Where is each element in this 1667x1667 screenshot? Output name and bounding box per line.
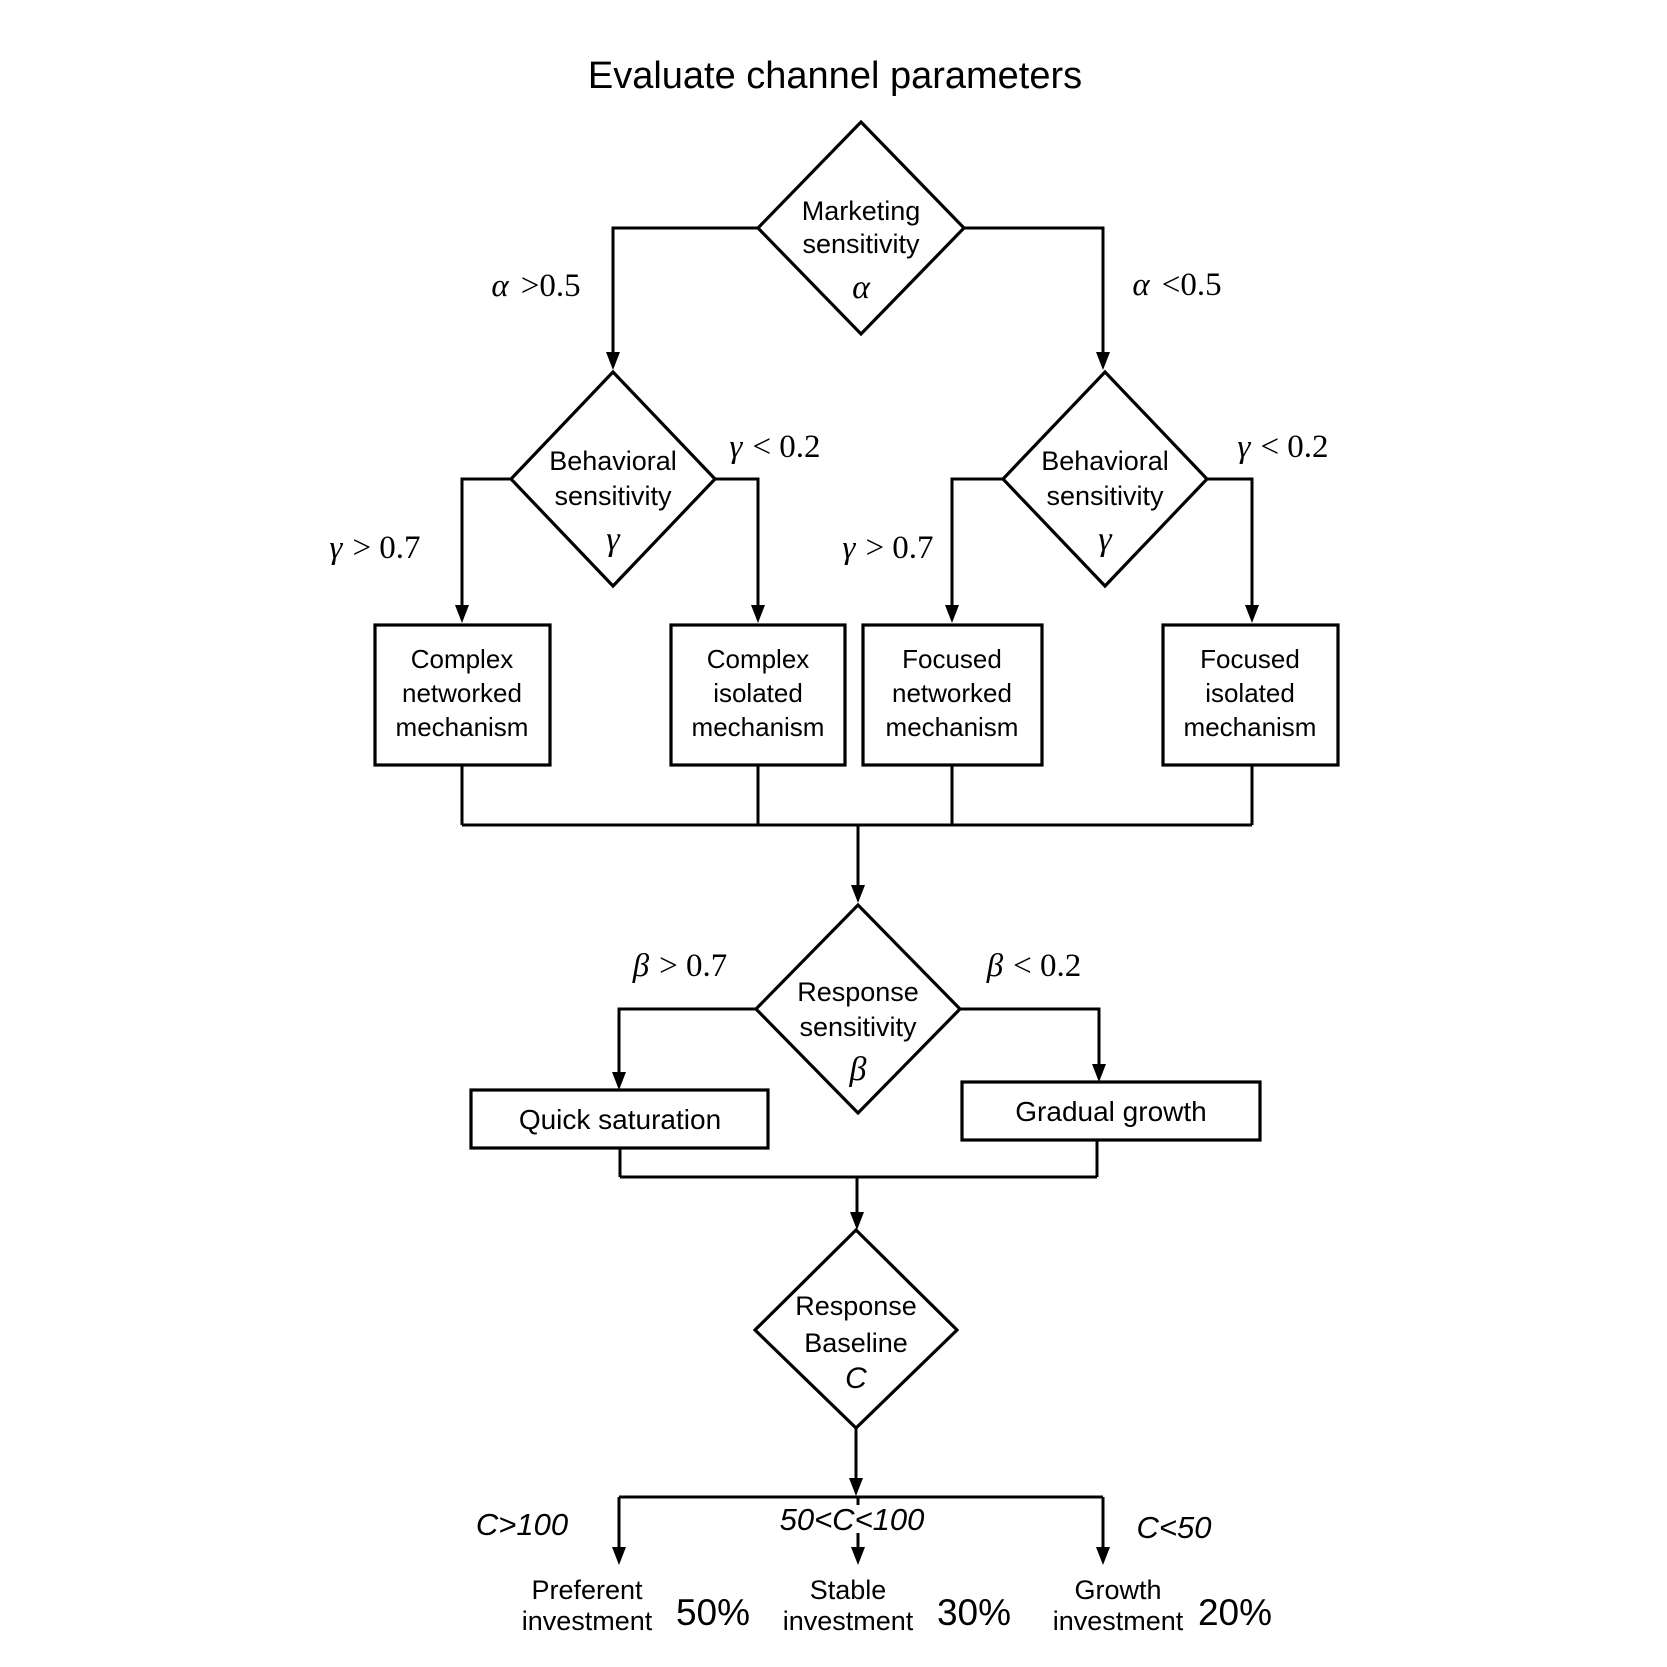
arrowhead-to-behavioral-left bbox=[606, 352, 620, 370]
connector-beta-low bbox=[960, 1009, 1099, 1066]
behavioral-right-line1: Behavioral bbox=[1041, 446, 1169, 476]
outcome-preferent-line1: Preferent bbox=[531, 1575, 643, 1605]
response-baseline-symbol-c: C bbox=[845, 1362, 867, 1395]
behavioral-right-line2: sensitivity bbox=[1046, 481, 1164, 511]
outcome-stable-percent: 30% bbox=[936, 1592, 1012, 1633]
arrowhead-to-response-sensitivity bbox=[851, 885, 865, 903]
outcome-growth-line2: investment bbox=[1052, 1606, 1184, 1636]
condition-label-c-high: C>100 bbox=[475, 1507, 569, 1542]
arrowhead-to-focused-networked bbox=[945, 605, 959, 623]
complex-isolated-line3: mechanism bbox=[691, 712, 825, 742]
connector-bus-growth bbox=[620, 1140, 1097, 1214]
focused-isolated-line3: mechanism bbox=[1183, 712, 1317, 742]
outcome-preferent-line2: investment bbox=[521, 1606, 653, 1636]
connector-gamma-high-right bbox=[952, 479, 1003, 607]
behavioral-left-symbol-gamma: γ bbox=[606, 521, 620, 558]
arrowhead-to-quick-saturation bbox=[612, 1072, 626, 1090]
branch-label-gamma-low-left: γ < 0.2 bbox=[729, 429, 821, 465]
behavioral-left-line2: sensitivity bbox=[554, 481, 672, 511]
branch-label-beta-high: β > 0.7 bbox=[632, 948, 728, 984]
outcome-stable-line1: Stable bbox=[809, 1575, 887, 1605]
arrowhead-to-complex-isolated bbox=[751, 605, 765, 623]
response-sensitivity-symbol-beta: β bbox=[849, 1051, 867, 1088]
arrowhead-to-complex-networked bbox=[455, 605, 469, 623]
response-sensitivity-line1: Response bbox=[797, 977, 919, 1007]
complex-networked-line3: mechanism bbox=[395, 712, 529, 742]
marketing-symbol-alpha: α bbox=[852, 269, 870, 306]
branch-label-gamma-high-right: γ > 0.7 bbox=[842, 530, 934, 566]
arrowhead-to-stable bbox=[851, 1547, 865, 1565]
outcome-preferent-percent: 50% bbox=[675, 1592, 751, 1633]
behavioral-left-line1: Behavioral bbox=[549, 446, 677, 476]
outcome-growth-line1: Growth bbox=[1074, 1575, 1162, 1605]
branch-label-gamma-high-left: γ > 0.7 bbox=[329, 530, 421, 566]
response-sensitivity-line2: sensitivity bbox=[799, 1012, 917, 1042]
branch-label-gamma-low-right: γ < 0.2 bbox=[1237, 429, 1329, 465]
focused-networked-line3: mechanism bbox=[885, 712, 1019, 742]
connector-alpha-high bbox=[613, 228, 758, 354]
behavioral-right-symbol-gamma: γ bbox=[1098, 521, 1112, 558]
connector-alpha-low bbox=[964, 228, 1103, 354]
page-title: Evaluate channel parameters bbox=[587, 55, 1083, 97]
marketing-line1: Marketing bbox=[801, 196, 921, 226]
connector-gamma-high-left bbox=[462, 479, 511, 607]
condition-label-c-low: C<50 bbox=[1136, 1510, 1212, 1545]
connector-beta-high bbox=[619, 1009, 756, 1074]
quick-saturation-label: Quick saturation bbox=[518, 1104, 722, 1135]
branch-label-beta-low: β < 0.2 bbox=[986, 948, 1082, 984]
focused-networked-line2: networked bbox=[892, 678, 1012, 708]
response-baseline-line1: Response bbox=[795, 1291, 917, 1321]
arrowhead-to-gradual-growth bbox=[1092, 1064, 1106, 1082]
complex-networked-line1: Complex bbox=[410, 644, 514, 674]
outcome-stable-line2: investment bbox=[782, 1606, 914, 1636]
branch-label-alpha-low: α <0.5 bbox=[1132, 267, 1222, 303]
arrowhead-to-focused-isolated bbox=[1245, 605, 1259, 623]
branch-label-alpha-high: α >0.5 bbox=[491, 268, 581, 304]
complex-isolated-line2: isolated bbox=[713, 678, 803, 708]
focused-isolated-line1: Focused bbox=[1200, 644, 1300, 674]
complex-isolated-line1: Complex bbox=[706, 644, 810, 674]
condition-label-c-mid: 50<C<100 bbox=[779, 1502, 925, 1537]
focused-networked-line1: Focused bbox=[902, 644, 1002, 674]
outcome-growth-percent: 20% bbox=[1197, 1592, 1273, 1633]
arrowhead-to-preferent bbox=[612, 1547, 626, 1565]
gradual-growth-label: Gradual growth bbox=[1015, 1096, 1207, 1127]
marketing-line2: sensitivity bbox=[802, 229, 920, 259]
arrowhead-to-response-baseline bbox=[850, 1212, 864, 1230]
connector-gamma-low-left bbox=[715, 479, 758, 607]
response-baseline-line2: Baseline bbox=[804, 1328, 908, 1358]
focused-isolated-line2: isolated bbox=[1205, 678, 1295, 708]
connector-bus-mechanisms bbox=[462, 765, 1252, 887]
arrowhead-to-behavioral-right bbox=[1096, 352, 1110, 370]
arrowhead-to-growth bbox=[1096, 1547, 1110, 1565]
arrowhead-to-split bbox=[849, 1478, 863, 1496]
complex-networked-line2: networked bbox=[402, 678, 522, 708]
connector-gamma-low-right bbox=[1207, 479, 1252, 607]
